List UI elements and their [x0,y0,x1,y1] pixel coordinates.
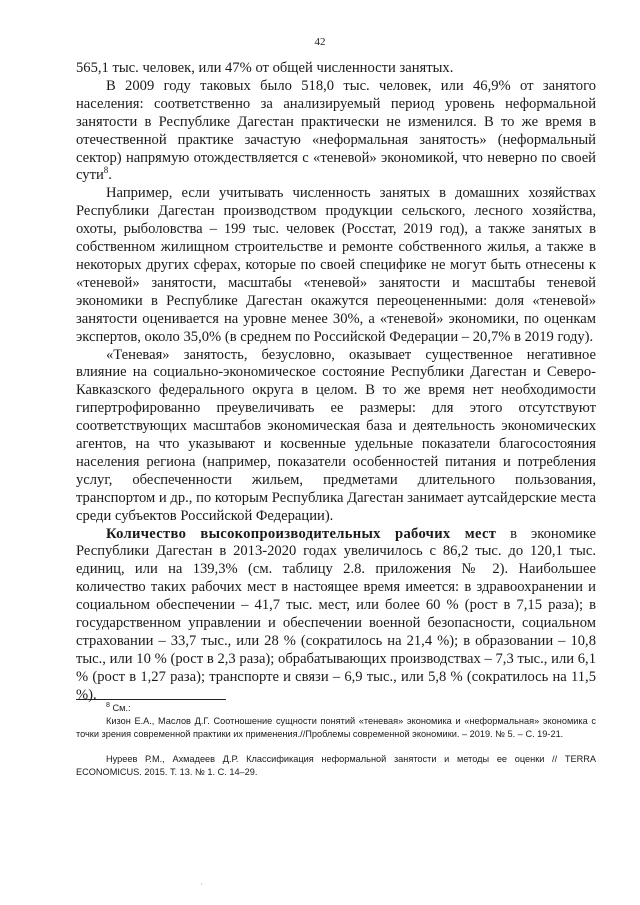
paragraph-continuation: 565,1 тыс. человек, или 47% от общей численности занятых. [76,60,454,76]
footnote-ref-1: Кизон Е.А., Маслов Д.Г. Соотношение сущности понятий «теневая» экономика и «неформальная» экономика с точки зрения современной практики их применения.//Проблемы современной экономики. – 2019. № 5. – С. 19-21. [76,716,596,739]
footnote-reference[interactable]: 8 [103,165,109,176]
paragraph-high-productivity [76,526,596,705]
footnote-label [76,702,596,715]
paragraph-high-productivity-text: в экономике Республики Дагестан в 2013-2020 годах увеличилось с 86,2 тыс. до 120,1 тыс. единиц, или на 139,3% (см. таблицу 2.8. приложения № 2). Наибольшее количество таких рабочих мест в настоящее время имеется: в здравоохранении и социальном обеспечении – 41,7 тыс. мест, или более 60 % (рост в 7,15 раза); в государственном управлении и обеспечении военной безопасности, социальном страховании – 33,7 тыс., или 28 % (сократилось на 21,4 %); в образовании – 10,8 тыс., или 10 % (рост в 2,3 раза); обрабатывающих производствах – 7,3 тыс., или 6,1 % (рост в 1,27 раза); транспорте и связи – 6,9 тыс., или 5,8 % (сократилось на 11,5 %). [76,525,596,703]
footnote-marker: 8 [106,701,110,709]
paragraph-shadow-employment: «Теневая» занятость, безусловно, оказывает существенное негативное влияние на социально-экономическое состояние Республики Дагестан и Северо-Кавказского федерального округа в целом. В то же время нет необходимости гипертрофированно преувеличивать ее размеры: для этого отсутствуют соответствующих масштабов экономическая база и деятельность экономических агентов, на что указывают и косвенные удельные показатели благосостояния населения региона (например, показатели особенностей питания и потребления услуг, обеспеченности жильем, предметами длительного пользования, транспортом и др., по которым Республика Дагестан занимает аутсайдерские места среди субъектов Российской Федерации). [76,346,596,524]
page-number: 42 [314,36,326,48]
main-text [76,60,596,705]
paragraph-example: Например, если учитывать численность занятых в домашних хозяйствах Республики Дагестан производством продукции сельского, лесного хозяйства, охоты, рыболовства – 199 тыс. человек (Росстат, 2019 год), а также занятых в собственном жилищном строительстве и ремонте собственного жилья, а также в некоторых других сферах, которые по своей специфике не могут быть отнесены к «теневой» занятости, масштабы «теневой» занятости и масштабы теневой экономики в Республике Дагестан окажутся переоцененными: доля «теневой» занятости оценивается на уровне менее 30%, а «теневой» экономики, по оценкам экспертов, около 35,0% (в среднем по Российской Федерации – 20,7% в 2019 году). [76,185,596,345]
footnote-see: См.: [109,703,131,713]
paragraph-2009-text: В 2009 году таковых было 518,0 тыс. человек, или 46,9% от занятого населения: соответственно за анализируемый период уровень неформальной занятости в Республике Дагестан практически не изменился. В то же время в отечественной практике зачастую «неформальная занятость» (неформальный сектор) напрямую отождествляется с «теневой» экономикой, что неверно по своей сути [76,77,596,184]
scan-artifact: · [200,880,203,889]
footnotes [76,702,596,779]
footnote-ref-2: Нуреев Р.М., Ахмадеев Д.Р. Классификация неформальной занятости и методы ее оценки // TERRA ECONOMICUS. 2015. Т. 13. № 1. С. 14–29. [76,754,596,777]
footnote-divider [76,699,226,700]
bold-term: Количество высокопроизводительных рабочих мест [106,525,497,542]
paragraph-2009 [76,78,596,185]
paragraph-2009-end: . [108,167,112,184]
